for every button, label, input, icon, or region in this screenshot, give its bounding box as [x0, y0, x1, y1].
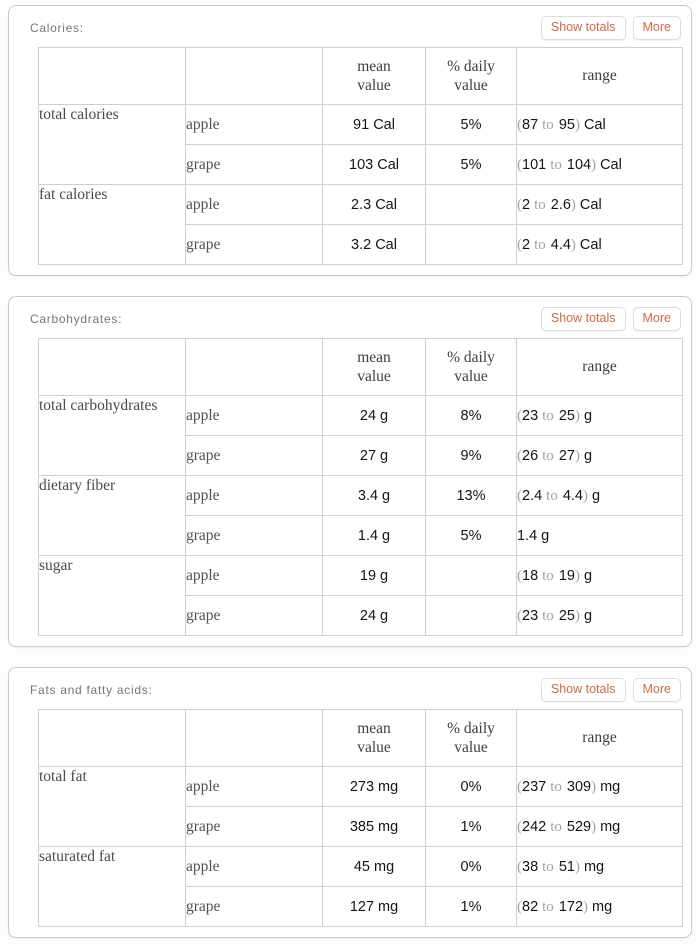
daily-value-cell: [426, 105, 517, 145]
pod-title: Calories:: [30, 21, 84, 35]
row-label: total fat: [39, 767, 186, 847]
range-close-paren: ): [591, 778, 597, 795]
column-header-empty-label: [39, 710, 186, 767]
mean-unit: mg: [373, 858, 395, 875]
range-unit: g: [592, 487, 601, 504]
row-label: dietary fiber: [39, 476, 186, 556]
daily-value-cell: [426, 556, 517, 596]
pod-fats-and-fatty-acids: [8, 667, 692, 938]
pod-carbohydrates: [8, 296, 692, 647]
mean-value-cell: [323, 847, 426, 887]
column-header-daily-value-label: % daily value: [447, 57, 495, 94]
pod-title: Fats and fatty acids:: [30, 683, 153, 697]
column-header-range: [517, 339, 683, 396]
daily-value-cell: [426, 145, 517, 185]
range-high: 27: [558, 447, 575, 464]
column-header-mean-value-label: mean value: [357, 719, 391, 756]
range-open-paren: (: [517, 487, 522, 504]
range-to: to: [542, 407, 554, 424]
column-header-daily-value: [426, 710, 517, 767]
row-label: saturated fat: [39, 847, 186, 927]
mean-value-cell: [323, 105, 426, 145]
mean-value: 273: [349, 778, 375, 795]
item-name: grape: [186, 887, 323, 927]
nutrition-table: [38, 709, 683, 927]
range-close-paren: ): [583, 487, 589, 504]
item-name: apple: [186, 185, 323, 225]
mean-value-cell: [323, 185, 426, 225]
mean-value-cell: [323, 145, 426, 185]
more-button[interactable]: More: [633, 16, 681, 40]
range-close-paren: ): [574, 567, 580, 584]
mean-value: 3.2: [351, 236, 372, 253]
column-header-empty-label: [39, 339, 186, 396]
pod-title: Carbohydrates:: [30, 312, 123, 326]
daily-value-cell: [426, 476, 517, 516]
column-header-range-label: range: [582, 358, 617, 376]
table-row: [39, 767, 683, 807]
range-open-paren: (: [517, 196, 522, 213]
mean-unit: Cal: [373, 116, 395, 133]
daily-value-cell: [426, 847, 517, 887]
row-label: sugar: [39, 556, 186, 636]
range-open-paren: (: [517, 858, 522, 875]
range-high: 51: [558, 858, 575, 875]
item-name: apple: [186, 396, 323, 436]
column-header-empty-label: [39, 48, 186, 105]
nutrition-results: [0, 5, 700, 938]
range-to: to: [542, 607, 554, 624]
more-button[interactable]: More: [633, 307, 681, 331]
nutrition-table: [38, 338, 683, 636]
column-header-mean-value: [323, 710, 426, 767]
more-button[interactable]: More: [633, 678, 681, 702]
mean-unit: g: [382, 527, 391, 544]
range-unit: Cal: [583, 116, 606, 133]
range-unit: g: [583, 607, 593, 624]
column-header-empty-item: [186, 48, 323, 105]
daily-value: 1%: [460, 898, 482, 915]
daily-value: 0%: [460, 778, 482, 795]
column-header-daily-value-label: % daily value: [447, 348, 495, 385]
pod-buttons: [534, 678, 681, 702]
range-unit: mg: [600, 818, 621, 835]
daily-value: 8%: [460, 407, 482, 424]
mean-value-cell: [323, 767, 426, 807]
range-open-paren: (: [517, 407, 522, 424]
pod-calories: [8, 5, 692, 276]
mean-value-cell: [323, 807, 426, 847]
range-cell: [517, 556, 683, 596]
column-header-daily-value: [426, 48, 517, 105]
range-unit: Cal: [579, 236, 602, 253]
range-high: 4.4: [562, 487, 584, 504]
table-row: [39, 476, 683, 516]
range-to: to: [550, 778, 562, 795]
column-header-mean-value-label: mean value: [357, 348, 391, 385]
range-unit: Cal: [579, 196, 602, 213]
mean-unit: g: [380, 407, 389, 424]
table-row: [39, 847, 683, 887]
mean-value: 2.3: [351, 196, 372, 213]
column-header-mean-value-label: mean value: [357, 57, 391, 94]
range-open-paren: (: [517, 567, 522, 584]
mean-value: 24: [359, 607, 377, 624]
mean-value: 3.4: [357, 487, 379, 504]
table-row: [39, 105, 683, 145]
mean-unit: mg: [378, 778, 399, 795]
row-label: total carbohydrates: [39, 396, 186, 476]
range-to: to: [542, 898, 554, 915]
range-cell: [517, 396, 683, 436]
range-close-paren: ): [591, 818, 597, 835]
mean-value: 1.4: [357, 527, 379, 544]
range-close-paren: ): [570, 236, 576, 253]
daily-value: 5%: [460, 156, 482, 173]
mean-value-cell: [323, 436, 426, 476]
mean-value: 24: [359, 407, 377, 424]
daily-value: 5%: [460, 527, 482, 544]
row-label: fat calories: [39, 185, 186, 265]
range-cell: [517, 436, 683, 476]
table-row: [39, 556, 683, 596]
item-name: grape: [186, 225, 323, 265]
range-high: 25: [558, 607, 575, 624]
daily-value-cell: [426, 185, 517, 225]
range-high: 19: [558, 567, 575, 584]
range-high: 95: [558, 116, 575, 133]
column-header-mean-value: [323, 339, 426, 396]
item-name: grape: [186, 436, 323, 476]
mean-unit: mg: [378, 898, 399, 915]
range-open-paren: (: [517, 607, 522, 624]
range-cell: [517, 476, 683, 516]
range-close-paren: ): [591, 156, 597, 173]
item-name: apple: [186, 556, 323, 596]
mean-value: 385: [349, 818, 375, 835]
mean-value-cell: [323, 516, 426, 556]
range-high: 104: [566, 156, 592, 173]
mean-unit: Cal: [375, 196, 397, 213]
mean-value: 127: [349, 898, 375, 915]
daily-value: 13%: [456, 487, 486, 504]
daily-value: 5%: [460, 116, 482, 133]
range-cell: [517, 516, 683, 556]
mean-unit: g: [380, 447, 389, 464]
range-open-paren: (: [517, 447, 522, 464]
range-close-paren: ): [574, 116, 580, 133]
range-single-value: 1.4: [517, 527, 538, 544]
range-cell: [517, 847, 683, 887]
daily-value-cell: [426, 767, 517, 807]
range-unit: mg: [600, 778, 621, 795]
range-high: 2.6: [550, 196, 571, 213]
daily-value-cell: [426, 396, 517, 436]
mean-unit: g: [380, 567, 389, 584]
mean-value-cell: [323, 225, 426, 265]
item-name: grape: [186, 807, 323, 847]
range-low: 38: [522, 858, 539, 875]
range-low: 2: [522, 236, 531, 253]
range-low: 87: [522, 116, 539, 133]
range-close-paren: ): [574, 407, 580, 424]
range-to: to: [534, 196, 546, 213]
range-high: 529: [566, 818, 592, 835]
range-open-paren: (: [517, 236, 522, 253]
daily-value: 0%: [460, 858, 482, 875]
daily-value: 1%: [460, 818, 482, 835]
mean-unit: mg: [378, 818, 399, 835]
daily-value-cell: [426, 807, 517, 847]
column-header-range: [517, 48, 683, 105]
daily-value-cell: [426, 516, 517, 556]
range-to: to: [534, 236, 546, 253]
column-header-range: [517, 710, 683, 767]
range-low: 26: [522, 447, 539, 464]
range-low: 18: [522, 567, 539, 584]
daily-value-cell: [426, 596, 517, 636]
range-close-paren: ): [583, 898, 589, 915]
range-to: to: [550, 156, 562, 173]
header-row: [39, 339, 683, 396]
item-name: apple: [186, 847, 323, 887]
range-cell: [517, 185, 683, 225]
range-unit: g: [541, 527, 550, 544]
range-unit: mg: [583, 858, 605, 875]
range-to: to: [546, 487, 558, 504]
mean-value: 45: [353, 858, 370, 875]
range-low: 242: [522, 818, 547, 835]
daily-value-cell: [426, 225, 517, 265]
item-name: grape: [186, 145, 323, 185]
mean-unit: g: [380, 607, 389, 624]
column-header-range-label: range: [582, 729, 617, 747]
range-cell: [517, 596, 683, 636]
header-row: [39, 48, 683, 105]
pod-buttons: [534, 16, 681, 40]
table-row: [39, 396, 683, 436]
mean-unit: Cal: [377, 156, 399, 173]
pod-header: [9, 668, 691, 708]
column-header-empty-item: [186, 710, 323, 767]
range-high: 172: [558, 898, 584, 915]
range-unit: g: [583, 407, 593, 424]
table-row: [39, 185, 683, 225]
range-open-paren: (: [517, 818, 522, 835]
show-totals-button[interactable]: Show totals: [541, 16, 626, 40]
range-cell: [517, 887, 683, 927]
range-unit: mg: [592, 898, 613, 915]
range-to: to: [542, 116, 554, 133]
range-open-paren: (: [517, 156, 522, 173]
range-open-paren: (: [517, 898, 522, 915]
range-cell: [517, 225, 683, 265]
range-high: 25: [558, 407, 575, 424]
range-low: 82: [522, 898, 539, 915]
range-cell: [517, 807, 683, 847]
mean-value: 27: [359, 447, 377, 464]
range-cell: [517, 105, 683, 145]
nutrition-table: [38, 47, 683, 265]
row-label: total calories: [39, 105, 186, 185]
item-name: apple: [186, 476, 323, 516]
range-low: 101: [522, 156, 547, 173]
item-name: grape: [186, 596, 323, 636]
range-unit: g: [583, 447, 593, 464]
mean-value-cell: [323, 556, 426, 596]
mean-unit: g: [382, 487, 391, 504]
column-header-daily-value-label: % daily value: [447, 719, 495, 756]
range-high: 4.4: [550, 236, 571, 253]
column-header-mean-value: [323, 48, 426, 105]
range-open-paren: (: [517, 116, 522, 133]
item-name: apple: [186, 105, 323, 145]
daily-value-cell: [426, 436, 517, 476]
range-to: to: [542, 447, 554, 464]
pod-buttons: [534, 307, 681, 331]
mean-value-cell: [323, 596, 426, 636]
mean-unit: Cal: [375, 236, 397, 253]
column-header-empty-item: [186, 339, 323, 396]
show-totals-button[interactable]: Show totals: [541, 678, 626, 702]
column-header-daily-value: [426, 339, 517, 396]
mean-value: 19: [359, 567, 377, 584]
range-open-paren: (: [517, 778, 522, 795]
mean-value-cell: [323, 396, 426, 436]
mean-value: 91: [353, 116, 370, 133]
show-totals-button[interactable]: Show totals: [541, 307, 626, 331]
item-name: grape: [186, 516, 323, 556]
range-low: 2.4: [522, 487, 543, 504]
range-close-paren: ): [574, 607, 580, 624]
range-low: 237: [522, 778, 547, 795]
item-name: apple: [186, 767, 323, 807]
range-unit: Cal: [600, 156, 622, 173]
range-close-paren: ): [570, 196, 576, 213]
range-close-paren: ): [574, 447, 580, 464]
daily-value: 9%: [460, 447, 482, 464]
range-unit: g: [583, 567, 593, 584]
range-low: 23: [522, 407, 539, 424]
mean-value-cell: [323, 887, 426, 927]
range-close-paren: ): [574, 858, 580, 875]
range-to: to: [542, 567, 554, 584]
range-high: 309: [566, 778, 592, 795]
header-row: [39, 710, 683, 767]
daily-value-cell: [426, 887, 517, 927]
range-cell: [517, 767, 683, 807]
mean-value: 103: [349, 156, 374, 173]
mean-value-cell: [323, 476, 426, 516]
range-low: 2: [522, 196, 531, 213]
pod-header: [9, 297, 691, 337]
range-cell: [517, 145, 683, 185]
column-header-range-label: range: [582, 67, 617, 85]
pod-header: [9, 6, 691, 46]
range-low: 23: [522, 607, 539, 624]
range-to: to: [542, 858, 554, 875]
range-to: to: [550, 818, 562, 835]
